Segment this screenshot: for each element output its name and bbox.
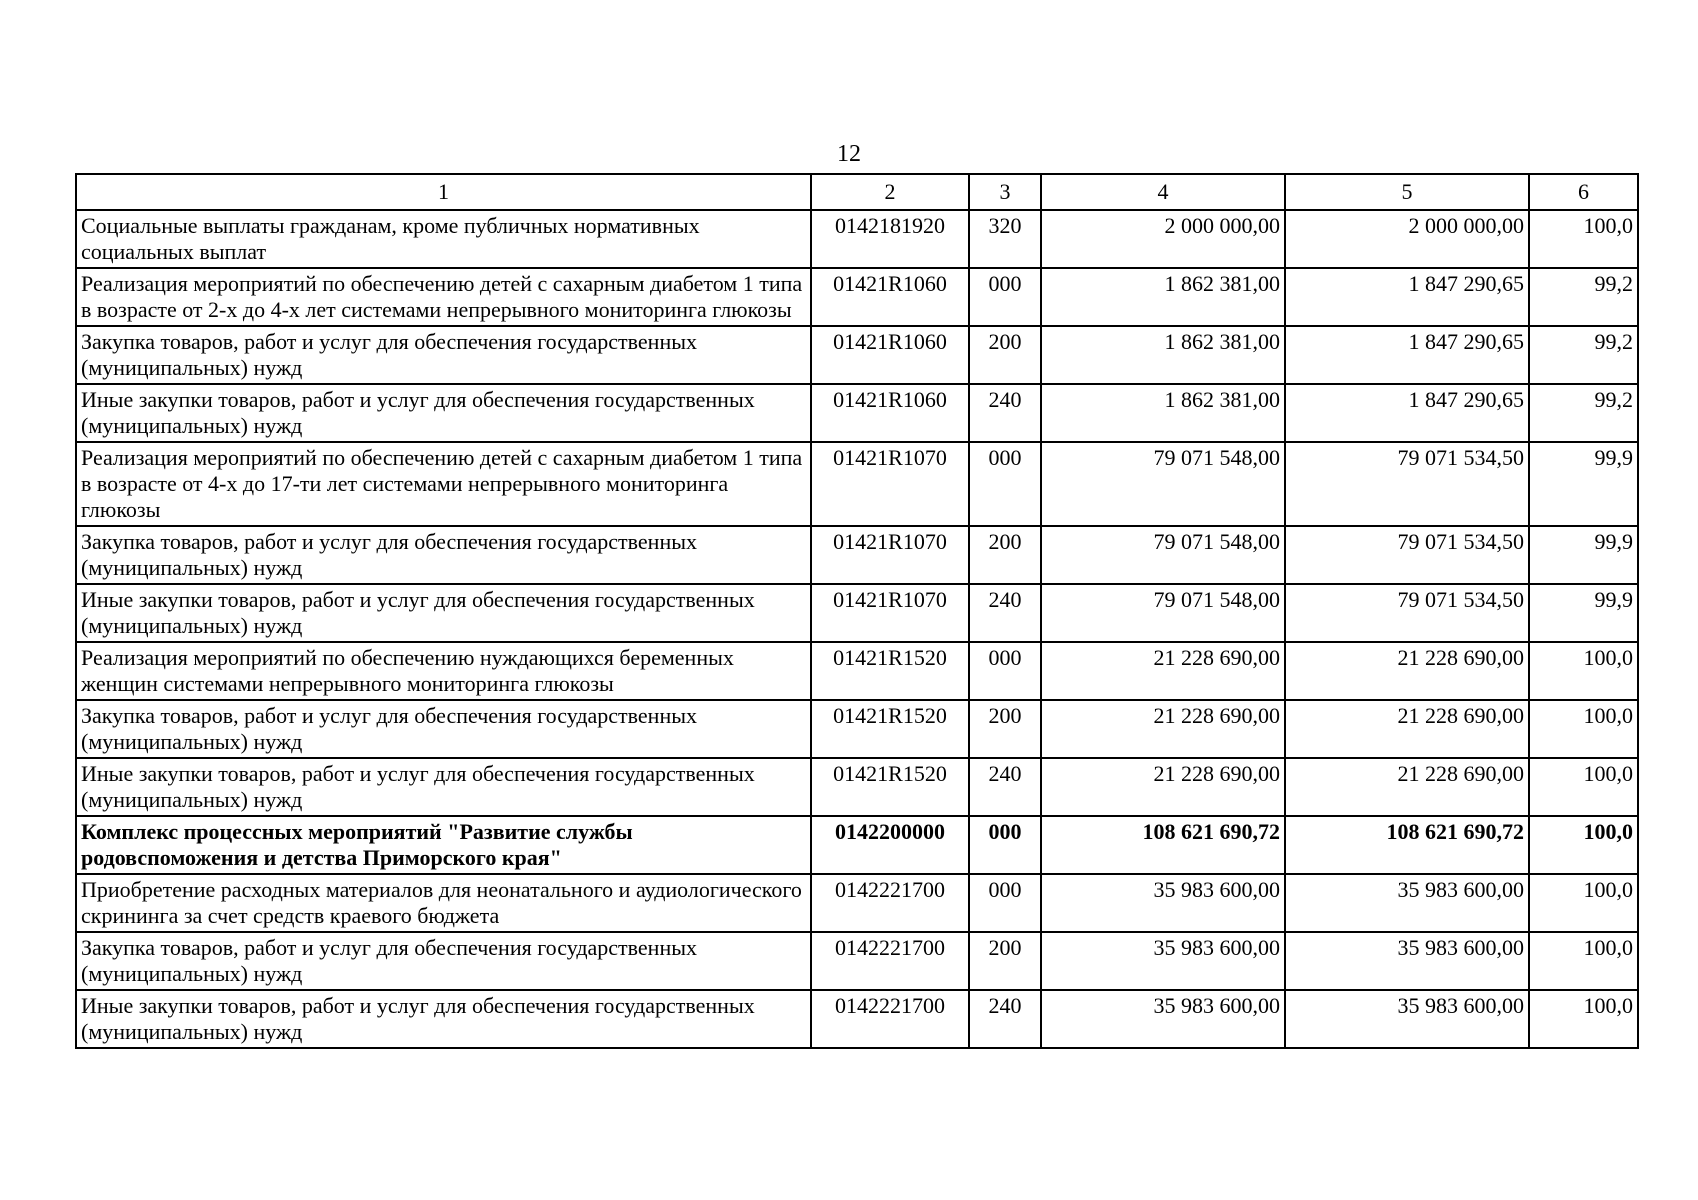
row-percent-cell: 99,2 xyxy=(1529,268,1638,326)
row-vr-cell: 240 xyxy=(969,758,1041,816)
table-row xyxy=(76,584,1638,642)
row-percent-cell: 99,9 xyxy=(1529,584,1638,642)
row-name-cell: Реализация мероприятий по обеспечению нуждающихся беременных женщин системами непрерывного мониторинга глюкозы xyxy=(76,642,811,700)
row-plan-amount-cell: 21 228 690,00 xyxy=(1041,700,1285,758)
row-plan-amount-cell: 108 621 690,72 xyxy=(1041,816,1285,874)
row-percent-cell: 100,0 xyxy=(1529,816,1638,874)
row-name-cell: Иные закупки товаров, работ и услуг для обеспечения государственных (муниципальных) нужд xyxy=(76,584,811,642)
page-number: 12 xyxy=(837,141,861,167)
row-name-cell: Иные закупки товаров, работ и услуг для обеспечения государственных (муниципальных) нужд xyxy=(76,384,811,442)
row-plan-amount-cell: 2 000 000,00 xyxy=(1041,210,1285,268)
table-row xyxy=(76,758,1638,816)
row-name-cell: Комплекс процессных мероприятий "Развитие службы родовспоможения и детства Приморского края" xyxy=(76,816,811,874)
column-header-name: 1 xyxy=(76,174,811,210)
row-csr-cell: 01421R1520 xyxy=(811,700,969,758)
row-name-cell: Реализация мероприятий по обеспечению детей с сахарным диабетом 1 типа в возрасте от 4-х до 17-ти лет системами непрерывного мониторинга глюкозы xyxy=(76,442,811,526)
row-csr-cell: 01421R1070 xyxy=(811,526,969,584)
row-csr-cell: 0142200000 xyxy=(811,816,969,874)
row-fact-amount-cell: 108 621 690,72 xyxy=(1285,816,1529,874)
row-percent-cell: 100,0 xyxy=(1529,758,1638,816)
row-csr-cell: 0142181920 xyxy=(811,210,969,268)
table-row xyxy=(76,700,1638,758)
row-plan-amount-cell: 35 983 600,00 xyxy=(1041,932,1285,990)
row-name-cell: Социальные выплаты гражданам, кроме публичных нормативных социальных выплат xyxy=(76,210,811,268)
row-csr-cell: 01421R1070 xyxy=(811,584,969,642)
row-plan-amount-cell: 21 228 690,00 xyxy=(1041,758,1285,816)
row-csr-cell: 0142221700 xyxy=(811,990,969,1048)
table-body xyxy=(76,210,1638,1048)
table-row xyxy=(76,816,1638,874)
row-fact-amount-cell: 79 071 534,50 xyxy=(1285,526,1529,584)
table-row xyxy=(76,268,1638,326)
row-fact-amount-cell: 79 071 534,50 xyxy=(1285,442,1529,526)
row-name-cell: Иные закупки товаров, работ и услуг для обеспечения государственных (муниципальных) нужд xyxy=(76,758,811,816)
row-name-cell: Приобретение расходных материалов для неонатального и аудиологического скрининга за счет средств краевого бюджета xyxy=(76,874,811,932)
row-fact-amount-cell: 21 228 690,00 xyxy=(1285,700,1529,758)
row-vr-cell: 240 xyxy=(969,584,1041,642)
table-row xyxy=(76,210,1638,268)
row-name-cell: Закупка товаров, работ и услуг для обеспечения государственных (муниципальных) нужд xyxy=(76,526,811,584)
row-csr-cell: 01421R1520 xyxy=(811,642,969,700)
row-percent-cell: 100,0 xyxy=(1529,874,1638,932)
row-percent-cell: 99,9 xyxy=(1529,526,1638,584)
row-csr-cell: 0142221700 xyxy=(811,874,969,932)
row-vr-cell: 000 xyxy=(969,816,1041,874)
row-plan-amount-cell: 79 071 548,00 xyxy=(1041,584,1285,642)
header-row xyxy=(76,174,1638,210)
row-csr-cell: 0142221700 xyxy=(811,932,969,990)
column-header-vr: 3 xyxy=(969,174,1041,210)
row-vr-cell: 240 xyxy=(969,384,1041,442)
row-plan-amount-cell: 1 862 381,00 xyxy=(1041,268,1285,326)
table-header xyxy=(76,174,1638,210)
row-name-cell: Закупка товаров, работ и услуг для обеспечения государственных (муниципальных) нужд xyxy=(76,326,811,384)
row-csr-cell: 01421R1060 xyxy=(811,384,969,442)
row-csr-cell: 01421R1070 xyxy=(811,442,969,526)
row-csr-cell: 01421R1060 xyxy=(811,268,969,326)
row-name-cell: Иные закупки товаров, работ и услуг для обеспечения государственных (муниципальных) нужд xyxy=(76,990,811,1048)
row-vr-cell: 320 xyxy=(969,210,1041,268)
column-header-fact: 5 xyxy=(1285,174,1529,210)
table-row xyxy=(76,526,1638,584)
row-fact-amount-cell: 35 983 600,00 xyxy=(1285,932,1529,990)
row-vr-cell: 200 xyxy=(969,700,1041,758)
row-csr-cell: 01421R1520 xyxy=(811,758,969,816)
row-fact-amount-cell: 79 071 534,50 xyxy=(1285,584,1529,642)
row-percent-cell: 100,0 xyxy=(1529,990,1638,1048)
row-name-cell: Закупка товаров, работ и услуг для обеспечения государственных (муниципальных) нужд xyxy=(76,700,811,758)
row-plan-amount-cell: 79 071 548,00 xyxy=(1041,442,1285,526)
row-vr-cell: 000 xyxy=(969,442,1041,526)
column-header-plan: 4 xyxy=(1041,174,1285,210)
row-vr-cell: 200 xyxy=(969,932,1041,990)
column-header-percent: 6 xyxy=(1529,174,1638,210)
row-name-cell: Закупка товаров, работ и услуг для обеспечения государственных (муниципальных) нужд xyxy=(76,932,811,990)
row-vr-cell: 000 xyxy=(969,268,1041,326)
row-vr-cell: 200 xyxy=(969,326,1041,384)
row-percent-cell: 99,2 xyxy=(1529,326,1638,384)
row-vr-cell: 000 xyxy=(969,642,1041,700)
column-header-csr: 2 xyxy=(811,174,969,210)
row-percent-cell: 100,0 xyxy=(1529,210,1638,268)
row-fact-amount-cell: 21 228 690,00 xyxy=(1285,642,1529,700)
table-row xyxy=(76,874,1638,932)
row-fact-amount-cell: 35 983 600,00 xyxy=(1285,990,1529,1048)
row-fact-amount-cell: 1 847 290,65 xyxy=(1285,268,1529,326)
row-percent-cell: 100,0 xyxy=(1529,642,1638,700)
row-vr-cell: 240 xyxy=(969,990,1041,1048)
row-fact-amount-cell: 35 983 600,00 xyxy=(1285,874,1529,932)
row-fact-amount-cell: 21 228 690,00 xyxy=(1285,758,1529,816)
row-plan-amount-cell: 35 983 600,00 xyxy=(1041,990,1285,1048)
table-row xyxy=(76,442,1638,526)
row-percent-cell: 99,9 xyxy=(1529,442,1638,526)
row-plan-amount-cell: 1 862 381,00 xyxy=(1041,384,1285,442)
row-plan-amount-cell: 21 228 690,00 xyxy=(1041,642,1285,700)
row-fact-amount-cell: 1 847 290,65 xyxy=(1285,384,1529,442)
row-fact-amount-cell: 2 000 000,00 xyxy=(1285,210,1529,268)
table-row xyxy=(76,642,1638,700)
row-vr-cell: 000 xyxy=(969,874,1041,932)
table-row xyxy=(76,932,1638,990)
table-row xyxy=(76,990,1638,1048)
row-percent-cell: 99,2 xyxy=(1529,384,1638,442)
row-plan-amount-cell: 1 862 381,00 xyxy=(1041,326,1285,384)
row-vr-cell: 200 xyxy=(969,526,1041,584)
row-csr-cell: 01421R1060 xyxy=(811,326,969,384)
row-plan-amount-cell: 79 071 548,00 xyxy=(1041,526,1285,584)
budget-table xyxy=(75,173,1639,1049)
row-percent-cell: 100,0 xyxy=(1529,932,1638,990)
row-name-cell: Реализация мероприятий по обеспечению детей с сахарным диабетом 1 типа в возрасте от 2-х до 4-х лет системами непрерывного мониторинга глюкозы xyxy=(76,268,811,326)
table-row xyxy=(76,384,1638,442)
row-plan-amount-cell: 35 983 600,00 xyxy=(1041,874,1285,932)
table-row xyxy=(76,326,1638,384)
row-fact-amount-cell: 1 847 290,65 xyxy=(1285,326,1529,384)
row-percent-cell: 100,0 xyxy=(1529,700,1638,758)
